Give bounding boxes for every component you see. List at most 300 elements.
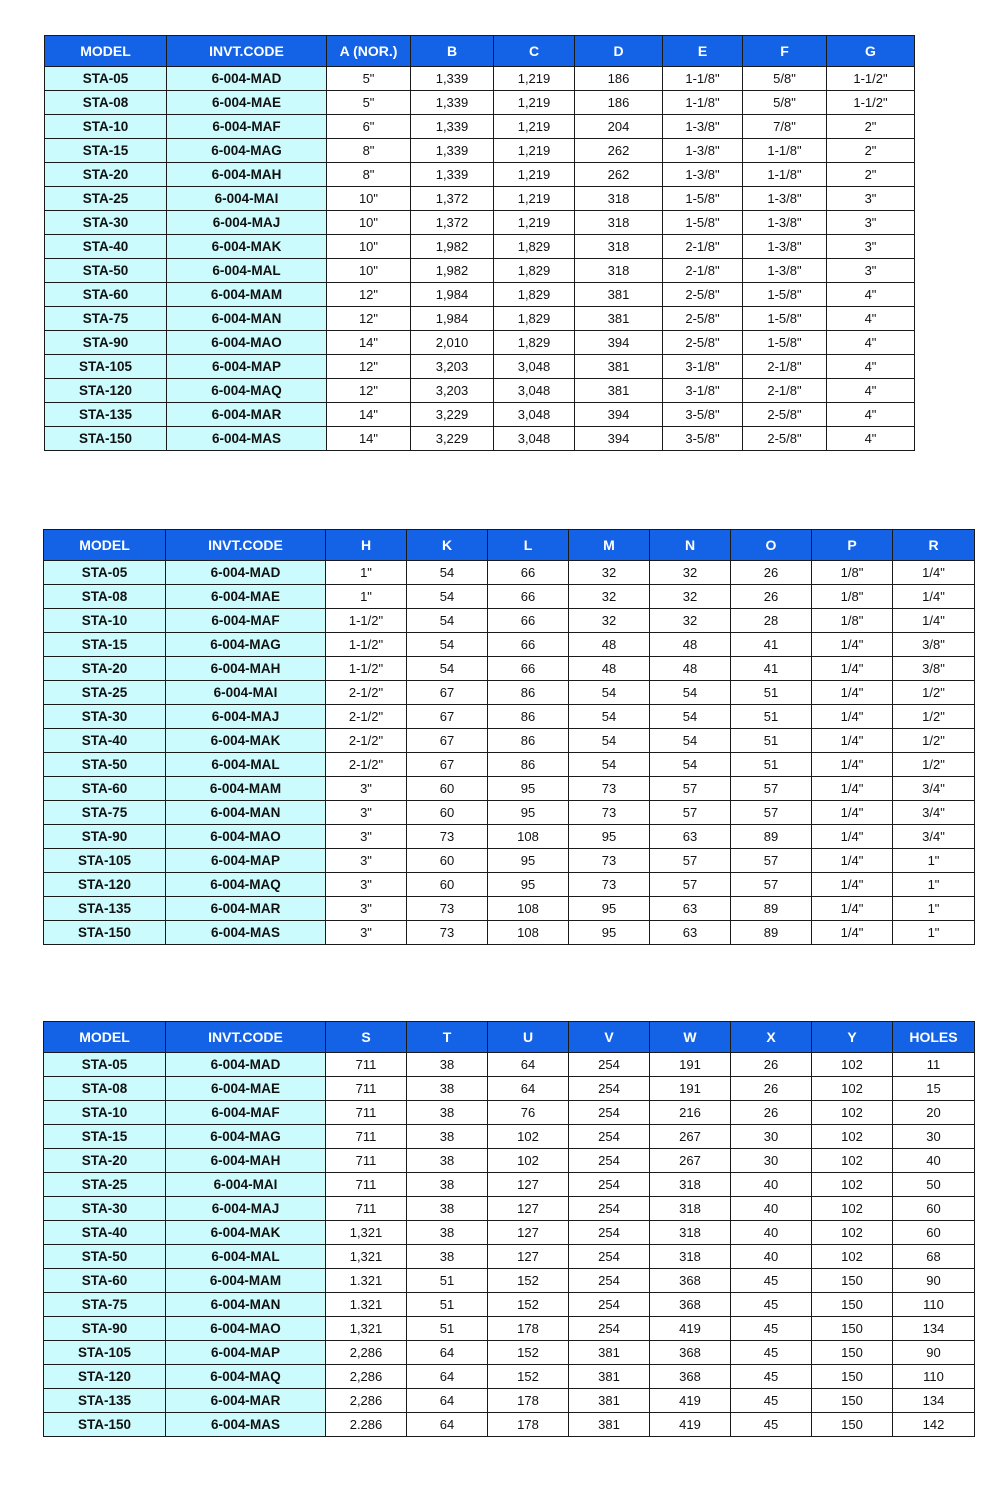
model-cell: STA-20 <box>45 163 167 187</box>
dimension-cell: 381 <box>575 379 663 403</box>
column-header: K <box>407 530 488 561</box>
column-header: M <box>569 530 650 561</box>
table-row <box>44 801 975 825</box>
dimension-cell: 1-1/8" <box>663 67 743 91</box>
dimension-cell: 63 <box>650 897 731 921</box>
model-cell: STA-20 <box>44 657 166 681</box>
dimension-cell: 12" <box>327 307 411 331</box>
dimension-cell: 1-5/8" <box>743 331 827 355</box>
dimension-cell: 57 <box>650 849 731 873</box>
dimension-cell: 1,372 <box>411 211 494 235</box>
dimension-cell: 186 <box>575 91 663 115</box>
dimension-cell: 419 <box>650 1317 731 1341</box>
table-row <box>45 187 915 211</box>
model-cell: STA-15 <box>44 1125 166 1149</box>
model-cell: STA-30 <box>44 1197 166 1221</box>
dimension-cell: 48 <box>650 633 731 657</box>
dimension-cell: 1/2" <box>893 705 975 729</box>
model-cell: STA-120 <box>45 379 167 403</box>
model-cell: STA-60 <box>44 1269 166 1293</box>
model-cell: STA-20 <box>44 1149 166 1173</box>
dimension-cell: 2" <box>827 139 915 163</box>
invt-code-cell: 6-004-MAH <box>167 163 327 187</box>
dimension-cell: 318 <box>650 1173 731 1197</box>
table-row <box>44 705 975 729</box>
dimension-cell: 40 <box>893 1149 975 1173</box>
dimension-cell: 30 <box>731 1125 812 1149</box>
dimension-cell: 50 <box>893 1173 975 1197</box>
invt-code-cell: 6-004-MAI <box>166 1173 326 1197</box>
dimension-cell: 150 <box>812 1293 893 1317</box>
dimension-cell: 3/4" <box>893 801 975 825</box>
dimension-cell: 64 <box>488 1053 569 1077</box>
table-row <box>45 163 915 187</box>
column-header: V <box>569 1022 650 1053</box>
model-cell: STA-150 <box>45 427 167 451</box>
dimension-cell: 216 <box>650 1101 731 1125</box>
dimension-cell: 66 <box>488 633 569 657</box>
table-row <box>44 561 975 585</box>
dimension-cell: 8" <box>327 163 411 187</box>
dimensions-table-1 <box>44 35 915 451</box>
dimension-cell: 127 <box>488 1245 569 1269</box>
dimension-cell: 95 <box>569 897 650 921</box>
dimension-cell: 2-1/8" <box>663 235 743 259</box>
model-cell: STA-105 <box>44 1341 166 1365</box>
dimension-cell: 1,829 <box>494 235 575 259</box>
dimension-cell: 254 <box>569 1173 650 1197</box>
model-cell: STA-90 <box>44 1317 166 1341</box>
dimension-cell: 1-1/2" <box>827 91 915 115</box>
dimension-cell: 57 <box>650 777 731 801</box>
model-cell: STA-10 <box>44 1101 166 1125</box>
dimension-cell: 394 <box>575 427 663 451</box>
table-row <box>44 873 975 897</box>
dimension-cell: 2,286 <box>326 1365 407 1389</box>
invt-code-cell: 6-004-MAH <box>166 657 326 681</box>
dimension-cell: 32 <box>650 561 731 585</box>
invt-code-cell: 6-004-MAK <box>166 1221 326 1245</box>
dimension-cell: 51 <box>731 681 812 705</box>
dimension-cell: 1-1/2" <box>326 609 407 633</box>
dimension-cell: 381 <box>575 283 663 307</box>
table-row <box>44 585 975 609</box>
dimension-cell: 45 <box>731 1317 812 1341</box>
table-row <box>45 259 915 283</box>
table-row <box>45 427 915 451</box>
dimension-cell: 2,010 <box>411 331 494 355</box>
dimension-cell: 4" <box>827 427 915 451</box>
table-row <box>44 753 975 777</box>
dimension-cell: 86 <box>488 753 569 777</box>
dimension-cell: 150 <box>812 1365 893 1389</box>
dimension-cell: 73 <box>407 921 488 945</box>
dimension-cell: 54 <box>650 729 731 753</box>
invt-code-cell: 6-004-MAF <box>167 115 327 139</box>
dimension-cell: 1-1/2" <box>827 67 915 91</box>
dimension-cell: 68 <box>893 1245 975 1269</box>
dimension-cell: 95 <box>488 777 569 801</box>
dimension-cell: 318 <box>650 1221 731 1245</box>
dimension-cell: 150 <box>812 1317 893 1341</box>
dimension-cell: 368 <box>650 1293 731 1317</box>
table-row <box>44 897 975 921</box>
dimension-cell: 66 <box>488 561 569 585</box>
table-row <box>44 1101 975 1125</box>
table-row <box>45 235 915 259</box>
model-cell: STA-05 <box>44 561 166 585</box>
dimension-cell: 1,219 <box>494 187 575 211</box>
model-cell: STA-50 <box>45 259 167 283</box>
table-row <box>44 1317 975 1341</box>
model-cell: STA-10 <box>45 115 167 139</box>
model-cell: STA-05 <box>45 67 167 91</box>
dimensions-table-2 <box>43 529 975 945</box>
dimension-cell: 381 <box>569 1413 650 1437</box>
table-row <box>44 1125 975 1149</box>
invt-code-cell: 6-004-MAG <box>166 633 326 657</box>
dimension-cell: 150 <box>812 1389 893 1413</box>
model-cell: STA-40 <box>44 729 166 753</box>
dimension-cell: 2-1/8" <box>743 379 827 403</box>
dimension-cell: 134 <box>893 1389 975 1413</box>
model-cell: STA-90 <box>45 331 167 355</box>
table-row <box>44 1053 975 1077</box>
dimension-cell: 1" <box>326 561 407 585</box>
model-cell: STA-40 <box>45 235 167 259</box>
dimension-cell: 1" <box>893 873 975 897</box>
invt-code-cell: 6-004-MAN <box>166 801 326 825</box>
column-header: O <box>731 530 812 561</box>
dimension-cell: 51 <box>407 1293 488 1317</box>
dimension-cell: 60 <box>893 1197 975 1221</box>
dimension-cell: 1/2" <box>893 729 975 753</box>
dimension-cell: 1/8" <box>812 561 893 585</box>
dimension-cell: 254 <box>569 1221 650 1245</box>
dimension-cell: 38 <box>407 1077 488 1101</box>
dimension-cell: 1.321 <box>326 1269 407 1293</box>
dimension-cell: 3,048 <box>494 403 575 427</box>
dimension-cell: 1,219 <box>494 163 575 187</box>
dimension-cell: 254 <box>569 1293 650 1317</box>
dimension-cell: 3" <box>827 211 915 235</box>
dimension-cell: 381 <box>575 307 663 331</box>
dimension-cell: 150 <box>812 1341 893 1365</box>
dimension-cell: 318 <box>575 259 663 283</box>
column-header: F <box>743 36 827 67</box>
dimension-cell: 178 <box>488 1389 569 1413</box>
dimension-cell: 1-1/2" <box>326 633 407 657</box>
dimension-cell: 191 <box>650 1077 731 1101</box>
dimension-cell: 102 <box>488 1125 569 1149</box>
dimension-cell: 127 <box>488 1173 569 1197</box>
dimension-cell: 26 <box>731 1077 812 1101</box>
dimension-cell: 14" <box>327 403 411 427</box>
dimension-cell: 64 <box>407 1365 488 1389</box>
dimension-cell: 7/8" <box>743 115 827 139</box>
invt-code-cell: 6-004-MAN <box>166 1293 326 1317</box>
dimension-cell: 1,829 <box>494 307 575 331</box>
table-row <box>44 1269 975 1293</box>
invt-code-cell: 6-004-MAE <box>167 91 327 115</box>
dimension-cell: 150 <box>812 1269 893 1293</box>
dimension-cell: 381 <box>569 1365 650 1389</box>
dimension-cell: 318 <box>575 235 663 259</box>
dimension-cell: 191 <box>650 1053 731 1077</box>
dimension-cell: 152 <box>488 1293 569 1317</box>
dimension-cell: 38 <box>407 1125 488 1149</box>
dimension-cell: 4" <box>827 355 915 379</box>
dimension-cell: 1" <box>326 585 407 609</box>
invt-code-cell: 6-004-MAM <box>167 283 327 307</box>
dimension-cell: 10" <box>327 259 411 283</box>
dimension-cell: 54 <box>407 657 488 681</box>
dimension-cell: 1,984 <box>411 283 494 307</box>
dimension-cell: 57 <box>731 801 812 825</box>
invt-code-cell: 6-004-MAS <box>166 921 326 945</box>
dimension-cell: 102 <box>812 1053 893 1077</box>
column-header: MODEL <box>44 530 166 561</box>
dimension-cell: 1-3/8" <box>663 115 743 139</box>
dimension-cell: 419 <box>650 1389 731 1413</box>
dimension-cell: 1,321 <box>326 1221 407 1245</box>
dimension-cell: 2-1/8" <box>743 355 827 379</box>
dimension-cell: 38 <box>407 1053 488 1077</box>
dimension-cell: 15 <box>893 1077 975 1101</box>
table-row <box>44 729 975 753</box>
model-cell: STA-25 <box>44 1173 166 1197</box>
dimension-cell: 8" <box>327 139 411 163</box>
dimension-cell: 1/4" <box>812 897 893 921</box>
dimension-cell: 12" <box>327 379 411 403</box>
dimension-cell: 3,229 <box>411 427 494 451</box>
dimension-cell: 1/4" <box>812 729 893 753</box>
dimension-cell: 394 <box>575 331 663 355</box>
column-header: MODEL <box>45 36 167 67</box>
dimension-cell: 41 <box>731 657 812 681</box>
model-cell: STA-50 <box>44 1245 166 1269</box>
dimension-cell: 1/2" <box>893 681 975 705</box>
dimension-cell: 254 <box>569 1101 650 1125</box>
table-row <box>44 777 975 801</box>
dimension-cell: 108 <box>488 897 569 921</box>
dimension-cell: 12" <box>327 283 411 307</box>
dimension-cell: 2" <box>827 115 915 139</box>
dimension-cell: 1/4" <box>812 777 893 801</box>
dimension-cell: 318 <box>650 1197 731 1221</box>
column-header: T <box>407 1022 488 1053</box>
dimension-cell: 45 <box>731 1413 812 1437</box>
dimension-cell: 28 <box>731 609 812 633</box>
invt-code-cell: 6-004-MAI <box>167 187 327 211</box>
dimension-cell: 3" <box>827 187 915 211</box>
model-cell: STA-75 <box>44 801 166 825</box>
dimension-cell: 2-1/2" <box>326 729 407 753</box>
dimension-cell: 73 <box>407 897 488 921</box>
dimension-cell: 1" <box>893 849 975 873</box>
dimension-cell: 3" <box>326 921 407 945</box>
dimension-cell: 32 <box>650 609 731 633</box>
dimension-cell: 127 <box>488 1197 569 1221</box>
dimension-cell: 95 <box>488 801 569 825</box>
model-cell: STA-50 <box>44 753 166 777</box>
table-row <box>44 657 975 681</box>
dimension-cell: 45 <box>731 1293 812 1317</box>
dimension-cell: 5/8" <box>743 91 827 115</box>
dimension-cell: 267 <box>650 1125 731 1149</box>
invt-code-cell: 6-004-MAG <box>167 139 327 163</box>
dimension-cell: 711 <box>326 1101 407 1125</box>
dimension-cell: 54 <box>407 609 488 633</box>
table-row <box>44 1245 975 1269</box>
invt-code-cell: 6-004-MAQ <box>166 1365 326 1389</box>
dimension-cell: 2-5/8" <box>663 283 743 307</box>
dimension-cell: 1,219 <box>494 211 575 235</box>
dimension-cell: 3,229 <box>411 403 494 427</box>
dimension-cell: 3,203 <box>411 355 494 379</box>
dimension-cell: 14" <box>327 331 411 355</box>
dimension-cell: 64 <box>407 1413 488 1437</box>
dimension-cell: 368 <box>650 1365 731 1389</box>
dimension-cell: 45 <box>731 1365 812 1389</box>
dimension-cell: 1/4" <box>812 633 893 657</box>
invt-code-cell: 6-004-MAP <box>166 1341 326 1365</box>
dimension-cell: 89 <box>731 825 812 849</box>
dimension-cell: 48 <box>650 657 731 681</box>
invt-code-cell: 6-004-MAF <box>166 609 326 633</box>
model-cell: STA-60 <box>44 777 166 801</box>
column-header: HOLES <box>893 1022 975 1053</box>
dimension-cell: 110 <box>893 1365 975 1389</box>
dimension-cell: 3,048 <box>494 355 575 379</box>
dimension-cell: 73 <box>407 825 488 849</box>
dimension-cell: 5/8" <box>743 67 827 91</box>
model-cell: STA-135 <box>44 1389 166 1413</box>
invt-code-cell: 6-004-MAJ <box>166 1197 326 1221</box>
dimension-cell: 254 <box>569 1053 650 1077</box>
dimension-cell: 1.321 <box>326 1293 407 1317</box>
table-row <box>44 1365 975 1389</box>
dimension-cell: 73 <box>569 873 650 897</box>
dimension-cell: 3" <box>326 897 407 921</box>
dimension-cell: 2.286 <box>326 1413 407 1437</box>
dimension-cell: 711 <box>326 1125 407 1149</box>
dimension-cell: 1/4" <box>812 657 893 681</box>
dimension-cell: 150 <box>812 1413 893 1437</box>
dimension-cell: 2-1/8" <box>663 259 743 283</box>
dimension-cell: 1/4" <box>893 609 975 633</box>
dimension-cell: 178 <box>488 1317 569 1341</box>
invt-code-cell: 6-004-MAQ <box>167 379 327 403</box>
dimension-cell: 1,982 <box>411 259 494 283</box>
model-cell: STA-135 <box>44 897 166 921</box>
column-header: U <box>488 1022 569 1053</box>
dimension-cell: 48 <box>569 633 650 657</box>
column-header: B <box>411 36 494 67</box>
header-row <box>44 530 975 561</box>
dimension-cell: 1,219 <box>494 115 575 139</box>
dimension-cell: 3" <box>827 259 915 283</box>
dimension-cell: 40 <box>731 1221 812 1245</box>
table-row <box>45 283 915 307</box>
dimension-cell: 108 <box>488 825 569 849</box>
invt-code-cell: 6-004-MAL <box>166 753 326 777</box>
dimension-cell: 4" <box>827 379 915 403</box>
column-header: X <box>731 1022 812 1053</box>
dimension-cell: 10" <box>327 187 411 211</box>
column-header: D <box>575 36 663 67</box>
dimension-cell: 1-1/8" <box>663 91 743 115</box>
dimension-cell: 1,372 <box>411 187 494 211</box>
dimension-cell: 38 <box>407 1197 488 1221</box>
dimension-cell: 1,339 <box>411 115 494 139</box>
dimension-cell: 368 <box>650 1341 731 1365</box>
dimension-cell: 1-3/8" <box>743 235 827 259</box>
dimension-cell: 45 <box>731 1341 812 1365</box>
dimension-cell: 1-3/8" <box>743 187 827 211</box>
dimension-cell: 57 <box>731 849 812 873</box>
model-cell: STA-120 <box>44 873 166 897</box>
dimension-cell: 95 <box>569 825 650 849</box>
dimension-cell: 20 <box>893 1101 975 1125</box>
dimension-cell: 102 <box>812 1077 893 1101</box>
dimension-cell: 110 <box>893 1293 975 1317</box>
dimension-cell: 1-1/8" <box>743 163 827 187</box>
model-cell: STA-150 <box>44 1413 166 1437</box>
dimension-cell: 2-5/8" <box>663 307 743 331</box>
dimension-cell: 152 <box>488 1365 569 1389</box>
dimension-cell: 73 <box>569 849 650 873</box>
dimension-cell: 45 <box>731 1269 812 1293</box>
dimension-cell: 57 <box>650 873 731 897</box>
dimension-cell: 3,203 <box>411 379 494 403</box>
column-header: A (NOR.) <box>327 36 411 67</box>
dimension-cell: 1,219 <box>494 91 575 115</box>
invt-code-cell: 6-004-MAJ <box>167 211 327 235</box>
invt-code-cell: 6-004-MAR <box>166 1389 326 1413</box>
dimension-cell: 1,339 <box>411 91 494 115</box>
dimension-cell: 262 <box>575 163 663 187</box>
invt-code-cell: 6-004-MAL <box>167 259 327 283</box>
dimension-cell: 86 <box>488 681 569 705</box>
dimension-cell: 1/4" <box>812 705 893 729</box>
dimension-cell: 54 <box>569 753 650 777</box>
dimension-cell: 2-1/2" <box>326 753 407 777</box>
invt-code-cell: 6-004-MAP <box>166 849 326 873</box>
invt-code-cell: 6-004-MAQ <box>166 873 326 897</box>
dimension-cell: 1/2" <box>893 753 975 777</box>
dimension-cell: 381 <box>569 1389 650 1413</box>
invt-code-cell: 6-004-MAS <box>166 1413 326 1437</box>
dimension-cell: 64 <box>407 1389 488 1413</box>
table-row <box>45 67 915 91</box>
dimension-cell: 57 <box>731 777 812 801</box>
dimension-cell: 64 <box>488 1077 569 1101</box>
table-row <box>45 115 915 139</box>
dimension-cell: 1/4" <box>812 801 893 825</box>
dimension-cell: 32 <box>569 585 650 609</box>
invt-code-cell: 6-004-MAK <box>166 729 326 753</box>
invt-code-cell: 6-004-MAG <box>166 1125 326 1149</box>
dimension-cell: 51 <box>407 1317 488 1341</box>
dimension-cell: 76 <box>488 1101 569 1125</box>
dimension-cell: 40 <box>731 1197 812 1221</box>
dimension-cell: 1-3/8" <box>743 259 827 283</box>
dimension-cell: 60 <box>407 777 488 801</box>
dimension-cell: 142 <box>893 1413 975 1437</box>
dimension-cell: 1-3/8" <box>663 163 743 187</box>
dimension-cell: 1/4" <box>812 753 893 777</box>
